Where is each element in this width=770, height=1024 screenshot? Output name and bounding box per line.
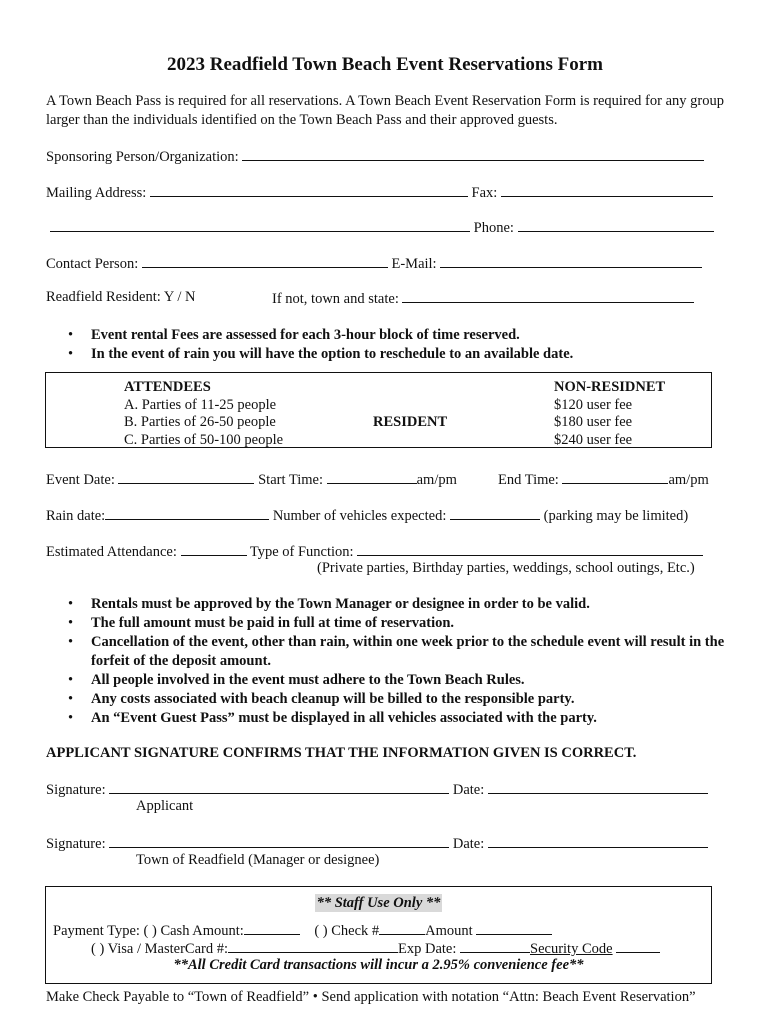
check-label[interactable]: ( ) Check #	[314, 923, 380, 939]
table-cell: B. Parties of 26-50 people	[124, 414, 276, 430]
nonresident-column	[554, 379, 665, 448]
list-item: • All people involved in the event must adhere to the Town Beach Rules.	[46, 671, 726, 690]
card-number-field[interactable]	[228, 938, 398, 953]
contact-label: Contact Person:	[46, 256, 139, 272]
vehicles-label: Number of vehicles expected:	[272, 508, 447, 524]
event-date-row	[46, 469, 457, 489]
payment-row	[53, 920, 552, 940]
exp-date-field[interactable]	[460, 938, 530, 953]
mailing-field-line2[interactable]	[50, 217, 470, 232]
end-ampm: am/pm	[668, 472, 709, 488]
function-type-label: Type of Function:	[249, 544, 354, 560]
start-time-label: Start Time:	[258, 472, 323, 488]
applicant-signature-row	[46, 779, 708, 799]
staff-heading: ** Staff Use Only **	[316, 895, 441, 911]
sponsor-row	[46, 146, 704, 166]
contact-field[interactable]	[142, 253, 388, 268]
fax-label: Fax:	[471, 185, 498, 201]
list-item: • Rentals must be approved by the Town Manager or designee in order to be valid.	[46, 595, 726, 614]
function-examples: (Private parties, Birthday parties, weddings, school outings, Etc.)	[317, 560, 695, 576]
applicant-signature-field[interactable]	[109, 779, 449, 794]
signature-confirmation: APPLICANT SIGNATURE CONFIRMS THAT THE INFORMATION GIVEN IS CORRECT.	[46, 745, 637, 761]
amount-label: Amount	[425, 923, 473, 939]
resident-column	[373, 379, 455, 448]
town-state-field[interactable]	[402, 288, 694, 303]
mailing-label: Mailing Address:	[46, 185, 147, 201]
start-ampm: am/pm	[416, 472, 457, 488]
page-title: 2023 Readfield Town Beach Event Reservations Form	[167, 54, 603, 75]
signature-label: Signature:	[46, 782, 106, 798]
end-time-row	[498, 469, 709, 489]
mailing-row	[46, 182, 713, 202]
event-date-field[interactable]	[118, 469, 254, 484]
table-cell: $120 user fee	[554, 396, 633, 413]
nonresident-header: NON-RESIDNET	[554, 379, 666, 395]
sponsor-field[interactable]	[242, 146, 704, 161]
end-time-field[interactable]	[562, 469, 668, 484]
town-date-field[interactable]	[488, 833, 708, 848]
table-cell: $180 user fee	[554, 414, 633, 430]
email-field[interactable]	[440, 253, 702, 268]
town-caption: Town of Readfield (Manager or designee)	[136, 852, 380, 868]
exp-label: Exp Date:	[398, 941, 457, 957]
card-row	[91, 938, 660, 958]
resident-header: RESIDENT	[373, 414, 448, 430]
attendance-field[interactable]	[181, 541, 247, 556]
list-item: • An “Event Guest Pass” must be displayed in all vehicles associated with the party.	[46, 709, 726, 728]
phone-label: Phone:	[473, 220, 514, 236]
address2-row	[50, 217, 714, 237]
applicant-caption: Applicant	[136, 798, 194, 814]
fee-notes-list	[46, 326, 726, 364]
date-label: Date:	[452, 782, 485, 798]
function-type-field[interactable]	[357, 541, 703, 556]
sponsor-label: Sponsoring Person/Organization:	[46, 149, 239, 165]
footer-note: Make Check Payable to “Town of Readfield” • Send application with notation “Attn: Beach Event Reservation”	[46, 989, 696, 1005]
start-time-field[interactable]	[327, 469, 417, 484]
vehicles-field[interactable]	[450, 505, 540, 520]
resident-label[interactable]: Readfield Resident: Y / N	[46, 289, 196, 305]
resident-row	[46, 288, 196, 306]
intro-paragraph: A Town Beach Pass is required for all reservations. A Town Beach Event Reservation Form is required for any group larger than the individuals identified on the Town Beach Pass and their approved guests.	[46, 93, 724, 128]
attendance-label: Estimated Attendance:	[46, 544, 177, 560]
mailing-field[interactable]	[150, 182, 468, 197]
staff-use-box	[45, 886, 712, 984]
signature-label: Signature:	[46, 836, 106, 852]
cash-amount-field[interactable]	[244, 920, 300, 935]
list-item: • Any costs associated with beach cleanup will be billed to the responsible party.	[46, 690, 726, 709]
town-signature-field[interactable]	[109, 833, 449, 848]
attendance-row	[46, 541, 703, 561]
security-label: Security Code	[530, 941, 613, 957]
check-amount-field[interactable]	[476, 920, 552, 935]
list-item: • Event rental Fees are assessed for each 3-hour block of time reserved.	[46, 326, 726, 345]
rules-list	[46, 595, 726, 728]
date-label: Date:	[452, 836, 485, 852]
table-cell: $240 user fee	[554, 431, 633, 448]
visa-label[interactable]: ( ) Visa / MasterCard #:	[91, 941, 228, 957]
check-number-field[interactable]	[379, 920, 425, 935]
attendees-column	[124, 379, 283, 448]
town-signature-row	[46, 833, 708, 853]
rain-date-label: Rain date:	[46, 508, 106, 524]
security-code-field[interactable]	[616, 938, 660, 953]
table-cell: A. Parties of 11-25 people	[124, 396, 277, 413]
fax-field[interactable]	[501, 182, 713, 197]
list-item: • Cancellation of the event, other than rain, within one week prior to the schedule event will result in the forfeit of the deposit amount.	[46, 633, 726, 671]
contact-row	[46, 253, 702, 273]
list-item: • The full amount must be paid in full at time of reservation.	[46, 614, 726, 633]
not-town-label: If not, town and state:	[272, 291, 399, 307]
parking-note: (parking may be limited)	[543, 508, 689, 524]
email-label: E-Mail:	[391, 256, 437, 272]
attendees-header: ATTENDEES	[124, 379, 211, 395]
phone-field[interactable]	[518, 217, 714, 232]
fee-table	[45, 372, 712, 448]
cc-fee-note: **All Credit Card transactions will incur a 2.95% convenience fee**	[173, 957, 584, 973]
payment-type-label[interactable]: Payment Type: ( ) Cash Amount:	[53, 923, 244, 939]
rain-date-row	[46, 505, 688, 525]
rain-date-field[interactable]	[105, 505, 269, 520]
applicant-date-field[interactable]	[488, 779, 708, 794]
event-date-label: Event Date:	[46, 472, 115, 488]
list-item: • In the event of rain you will have the option to reschedule to an available date.	[46, 345, 726, 364]
table-cell: C. Parties of 50-100 people	[124, 431, 284, 448]
end-time-label: End Time:	[498, 472, 559, 488]
not-town-row	[272, 288, 694, 308]
